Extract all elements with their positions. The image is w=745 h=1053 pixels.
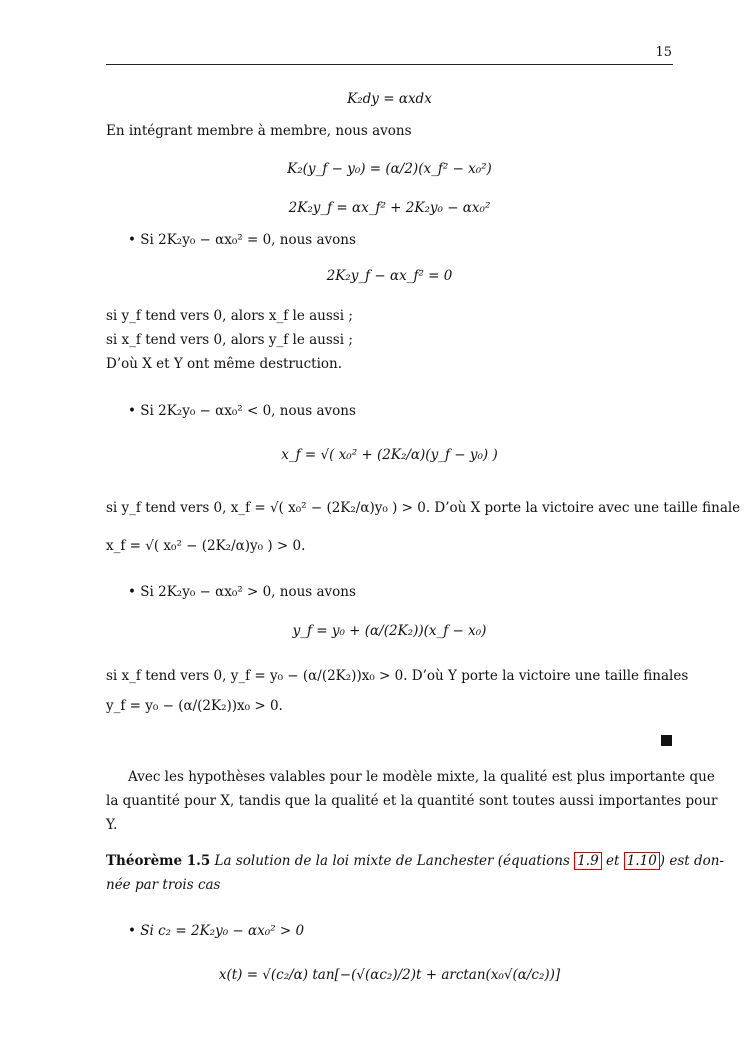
case-1-line-1: si y_f tend vers 0, alors x_f le aussi ; bbox=[106, 308, 353, 324]
page-number: 15 bbox=[655, 45, 672, 60]
equation-ref-1-10[interactable]: 1.10 bbox=[624, 852, 660, 870]
text-integrating: En intégrant membre à membre, nous avons bbox=[106, 123, 412, 139]
case-3-line-2: y_f = y₀ − (α/(2K₂))x₀ > 0. bbox=[106, 698, 283, 714]
equation-k2dy: K₂dy = αxdx bbox=[347, 91, 432, 107]
equation-integral: K₂(y_f − y₀) = (α/2)(x_f² − x₀²) bbox=[287, 161, 492, 177]
case-2-line-1: si y_f tend vers 0, x_f = √( x₀² − (2K₂/α)y₀ ) > 0. D’où X porte la victoire avec une taille finale bbox=[106, 500, 741, 516]
equation-case-2: x_f = √( x₀² + (2K₂/α)(y_f − y₀) ) bbox=[281, 447, 498, 463]
case-1-line-2: si x_f tend vers 0, alors y_f le aussi ; bbox=[106, 332, 353, 348]
case-3-heading: • Si 2K₂y₀ − αx₀² > 0, nous avons bbox=[128, 584, 356, 600]
equation-case-1: 2K₂y_f − αx_f² = 0 bbox=[326, 268, 453, 284]
theorem-case-heading: • Si c₂ = 2K₂y₀ − αx₀² > 0 bbox=[128, 923, 305, 939]
equation-2k2yf: 2K₂y_f = αx_f² + 2K₂y₀ − αx₀² bbox=[288, 200, 491, 216]
equation-x-of-t: x(t) = √(c₂/α) tan[−(√(αc₂)/2)t + arctan(x₀√(α/c₂))] bbox=[218, 967, 561, 983]
case-1-line-3: D’où X et Y ont même destruction. bbox=[106, 356, 342, 372]
equation-ref-1-9[interactable]: 1.9 bbox=[574, 852, 601, 870]
qed-square bbox=[661, 735, 672, 746]
header-rule bbox=[106, 64, 673, 65]
theorem-text: La solution de la loi mixte de Lanchester (équations bbox=[214, 853, 570, 869]
theorem-label: Théorème 1.5 bbox=[106, 853, 211, 869]
theorem-line-1 bbox=[106, 852, 724, 870]
theorem-text-end: ) est don- bbox=[659, 853, 724, 869]
paragraph-line-2: la quantité pour X, tandis que la qualité et la quantité sont toutes aussi importantes pour bbox=[106, 793, 718, 809]
theorem-line-2: née par trois cas bbox=[106, 877, 221, 893]
case-1-heading: • Si 2K₂y₀ − αx₀² = 0, nous avons bbox=[128, 232, 356, 248]
paragraph-line-3: Y. bbox=[106, 817, 118, 833]
equation-case-3: y_f = y₀ + (α/(2K₂))(x_f − x₀) bbox=[292, 623, 487, 639]
case-3-line-1: si x_f tend vers 0, y_f = y₀ − (α/(2K₂))x₀ > 0. D’où Y porte la victoire une taille finales bbox=[106, 668, 689, 684]
case-2-heading: • Si 2K₂y₀ − αx₀² < 0, nous avons bbox=[128, 403, 356, 419]
case-2-line-2: x_f = √( x₀² − (2K₂/α)y₀ ) > 0. bbox=[106, 538, 306, 554]
paragraph-line-1: Avec les hypothèses valables pour le modèle mixte, la qualité est plus importante que bbox=[128, 769, 715, 785]
theorem-and: et bbox=[606, 853, 620, 869]
